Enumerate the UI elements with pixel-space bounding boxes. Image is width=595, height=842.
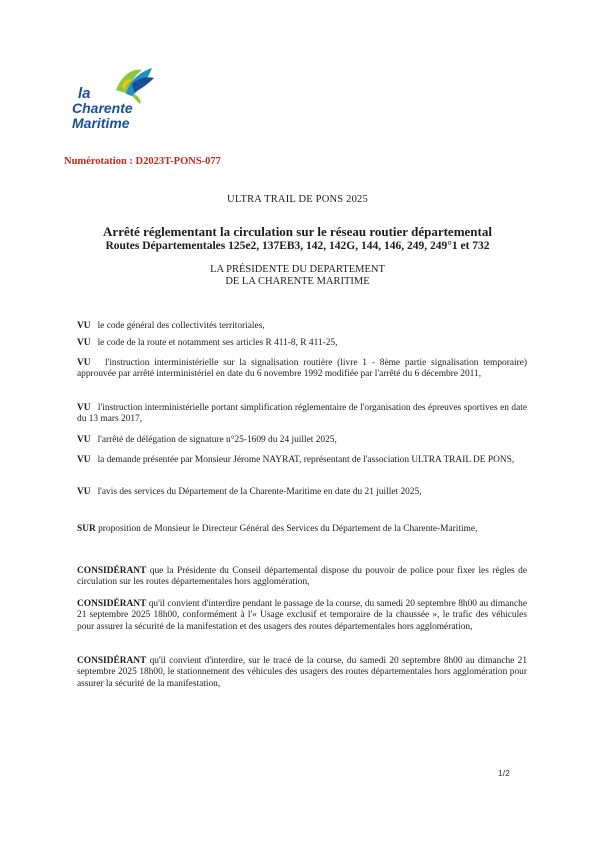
logo-wordmark — [72, 86, 133, 131]
president-line-1: LA PRÉSIDENTE DU DEPARTEMENT — [210, 264, 385, 275]
vu-paragraph — [77, 403, 527, 426]
sur-keyword: SUR — [77, 524, 96, 534]
vu-paragraph — [77, 321, 527, 332]
event-title: ULTRA TRAIL DE PONS 2025 — [227, 194, 368, 205]
considerant-paragraph — [77, 599, 527, 633]
vu-keyword: VU — [77, 403, 91, 413]
logo-line-2: Charente — [72, 100, 133, 116]
considerant-text: que la Présidente du Conseil départemental dispose du pouvoir de police pour fixer les règles de circulation sur les routes départementales hors agglomération, — [77, 566, 528, 588]
page-number: 1/2 — [498, 768, 510, 778]
vu-text: l'instruction interministérielle portant simplification réglementaire de l'organisation des épreuves sportives en date du 13 mars 2017, — [77, 403, 527, 425]
vu-keyword: VU — [77, 338, 91, 348]
vu-keyword: VU — [77, 358, 91, 368]
considerant-keyword: CONSIDÉRANT — [77, 566, 147, 576]
vu-text: le code de la route et notamment ses articles R 411-8, R 411-25, — [97, 338, 338, 348]
president-line-2: DE LA CHARENTE MARITIME — [225, 276, 370, 287]
sur-text: proposition de Monsieur le Directeur Général des Services du Département de la Charente-Maritime, — [98, 524, 478, 534]
vu-text: l'avis des services du Département de la Charente-Maritime en date du 21 juillet 2025, — [97, 487, 422, 497]
vu-keyword: VU — [77, 435, 91, 445]
vu-paragraph — [77, 338, 527, 349]
considerant-paragraph — [77, 656, 527, 690]
considerant-keyword: CONSIDÉRANT — [77, 599, 147, 609]
vu-paragraph — [77, 455, 527, 466]
arrete-subtitle: Routes Départementales 125e2, 137EB3, 142, 142G, 144, 146, 249, 249°1 et 732 — [105, 240, 490, 252]
arrete-title: Arrêté réglementant la circulation sur le réseau routier départemental — [103, 224, 492, 239]
charente-maritime-logo — [72, 64, 162, 139]
vu-text: la demande présentée par Monsieur Jérome NAYRAT, représentant de l'association ULTRA TRAIL DE PONS, — [97, 455, 515, 465]
considerant-keyword: CONSIDÉRANT — [77, 656, 147, 666]
vu-text: l'arrêté de délégation de signature n°25-1609 du 24 juillet 2025, — [97, 435, 337, 445]
numerotation-reference: Numérotation : D2023T-PONS-077 — [64, 156, 221, 167]
considerant-paragraph — [77, 566, 527, 589]
vu-paragraph — [77, 487, 527, 498]
vu-keyword: VU — [77, 321, 91, 331]
vu-keyword: VU — [77, 455, 91, 465]
vu-paragraph — [77, 435, 527, 446]
logo-line-3: Maritime — [72, 115, 130, 131]
logo-line-1: la — [78, 85, 91, 102]
vu-text: l'instruction interministérielle sur la signalisation routière (livre 1 - 8ème partie signalisation temporaire) approuvée par arrêté interministériel en date du 6 novembre 1992 modifiée par l'arrêté du 6 décembre 2011, — [77, 358, 528, 380]
vu-paragraph — [77, 358, 527, 381]
vu-keyword: VU — [77, 487, 91, 497]
sur-paragraph — [77, 524, 527, 535]
president-heading — [0, 264, 595, 288]
considerant-text: qu'il convient d'interdire, sur le tracé de la course, du samedi 20 septembre 8h00 au dimanche 21 septembre 2025 18h00, le stationnement des véhicules des usagers des routes départementales hors agglomération pour assurer la sécurité de la manifestation, — [77, 656, 528, 689]
vu-text: le code général des collectivités territoriales, — [97, 321, 265, 331]
considerant-text: qu'il convient d'interdire pendant le passage de la course, du samedi 20 septembre 8h00 au dimanche 21 septembre 2025 18h00, conformément à l'« Usage exclusif et temporaire de la chaussée », le trafic des véhicules pour assurer la sécurité de la manifestation et des usagers des routes départementales hors agglomération, — [77, 599, 527, 632]
